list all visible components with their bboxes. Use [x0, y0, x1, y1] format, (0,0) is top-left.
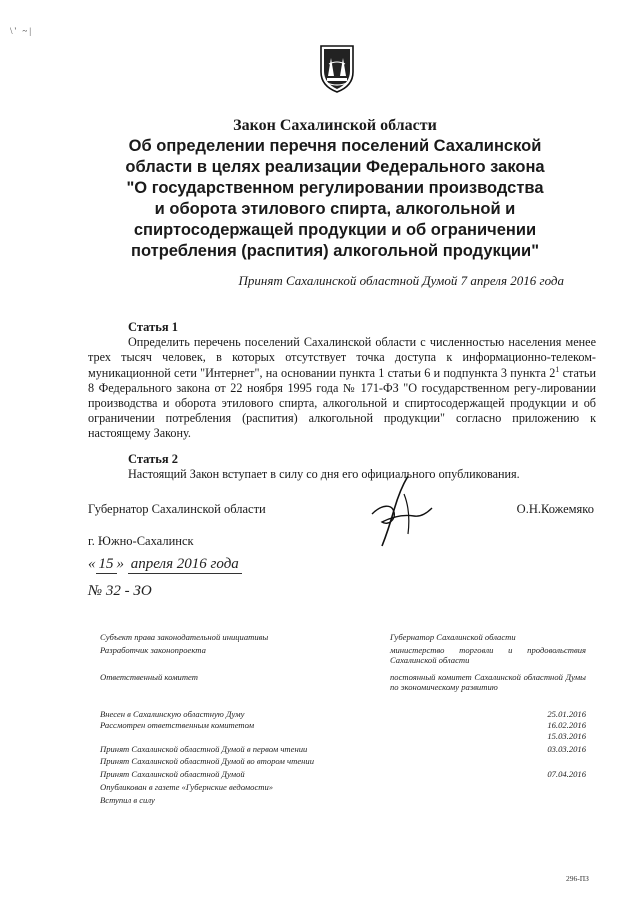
title-line: и оборота этилового спирта, алкогольной и: [154, 200, 516, 218]
handwritten-number: [88, 583, 152, 600]
document-number: 296-ПЗ: [566, 874, 589, 883]
article-heading: Статья 2: [128, 452, 178, 466]
meta-label: Субъект права законодательной инициативы: [100, 632, 269, 642]
title-line: потребления (распития) алкогольной продукции": [130, 242, 540, 260]
title-line: "О государственном регулировании производства: [126, 179, 544, 197]
event-date: 25.01.2016: [547, 709, 586, 719]
article-text: Настоящий Закон вступает в силу со дня его официального опубликования.: [128, 467, 520, 482]
title-line: Об определении перечня поселений Сахалинской: [128, 137, 542, 155]
law-number: 32 - ЗО: [105, 583, 152, 599]
article-2: [88, 452, 596, 482]
event-label: Принят Сахалинской областной Думой во втором чтении: [100, 756, 314, 766]
meta-value: постоянный комитет Сахалинской областной Думы по экономическому развитию: [390, 672, 586, 693]
event-date: 07.04.2016: [547, 769, 586, 779]
signing-city: г. Южно-Сахалинск: [88, 534, 194, 548]
date-day: 15: [96, 556, 117, 574]
coat-of-arms-icon: [318, 42, 356, 94]
event-label: Рассмотрен ответственным комитетом: [100, 720, 255, 730]
signatory-name: О.Н.Кожемяко: [516, 502, 594, 516]
article-text-part: статьи 8 Федерального закона от 22 ноября 1995 года № 171-ФЗ "О государственном регу-лировании производства и оборота этилового спирта, алкогольной и спиртосодержащей продукции и об ограничении потребления (распития) алкогольной продукции" согласно приложению к настоящему Закону.: [88, 365, 596, 441]
title-line: спиртосодержащей продукции и об ограничении: [133, 221, 537, 239]
signatory-title: Губернатор Сахалинской области: [88, 502, 266, 516]
event-date: 16.02.2016: [547, 720, 586, 730]
meta-label: Ответственный комитет: [100, 672, 198, 682]
event-date: 03.03.2016: [547, 744, 586, 754]
event-label: Внесен в Сахалинскую областную Думу: [100, 709, 245, 719]
adoption-note: Принят Сахалинской областной Думой 7 апреля 2016 года: [238, 273, 564, 288]
article-text-part: Определить перечень поселений Сахалинской области с численностью населения менее трех тысяч человек, в которых отсутствует точка доступа к информационно-телеком-муникационной сети "Интернет", на основании пункта 1 статьи 6 и подпункта 3 пункта 2: [88, 335, 596, 380]
superscript: 1: [555, 364, 560, 374]
article-1: [88, 320, 596, 442]
legislative-history: [100, 632, 590, 822]
title-line: области в целях реализации Федерального закона: [125, 158, 545, 176]
meta-value: Губернатор Сахалинской области: [390, 632, 516, 642]
law-title: [100, 136, 570, 262]
number-prefix: №: [88, 583, 103, 599]
handwritten-date: « 15 » апреля 2016 года: [88, 556, 242, 574]
event-label: Принят Сахалинской областной Думой в первом чтении: [100, 744, 308, 754]
corner-mark: \' ~|: [10, 26, 34, 36]
article-heading: Статья 1: [128, 320, 178, 334]
handwritten-signature: [368, 474, 438, 549]
date-month-year: апреля 2016 года: [128, 556, 242, 574]
event-label: Принят Сахалинской областной Думой: [100, 769, 245, 779]
meta-value: министерство торговли и продовольствия Сахалинской области: [390, 645, 586, 666]
article-text: [88, 335, 596, 441]
meta-label: Разработчик законопроекта: [100, 645, 206, 655]
law-kind: Закон Сахалинской области: [233, 117, 437, 134]
event-date: 15.03.2016: [547, 731, 586, 741]
event-label: Вступил в силу: [100, 795, 155, 805]
law-title-block: [100, 116, 570, 262]
event-label: Опубликован в газете «Губернские ведомости»: [100, 782, 274, 792]
